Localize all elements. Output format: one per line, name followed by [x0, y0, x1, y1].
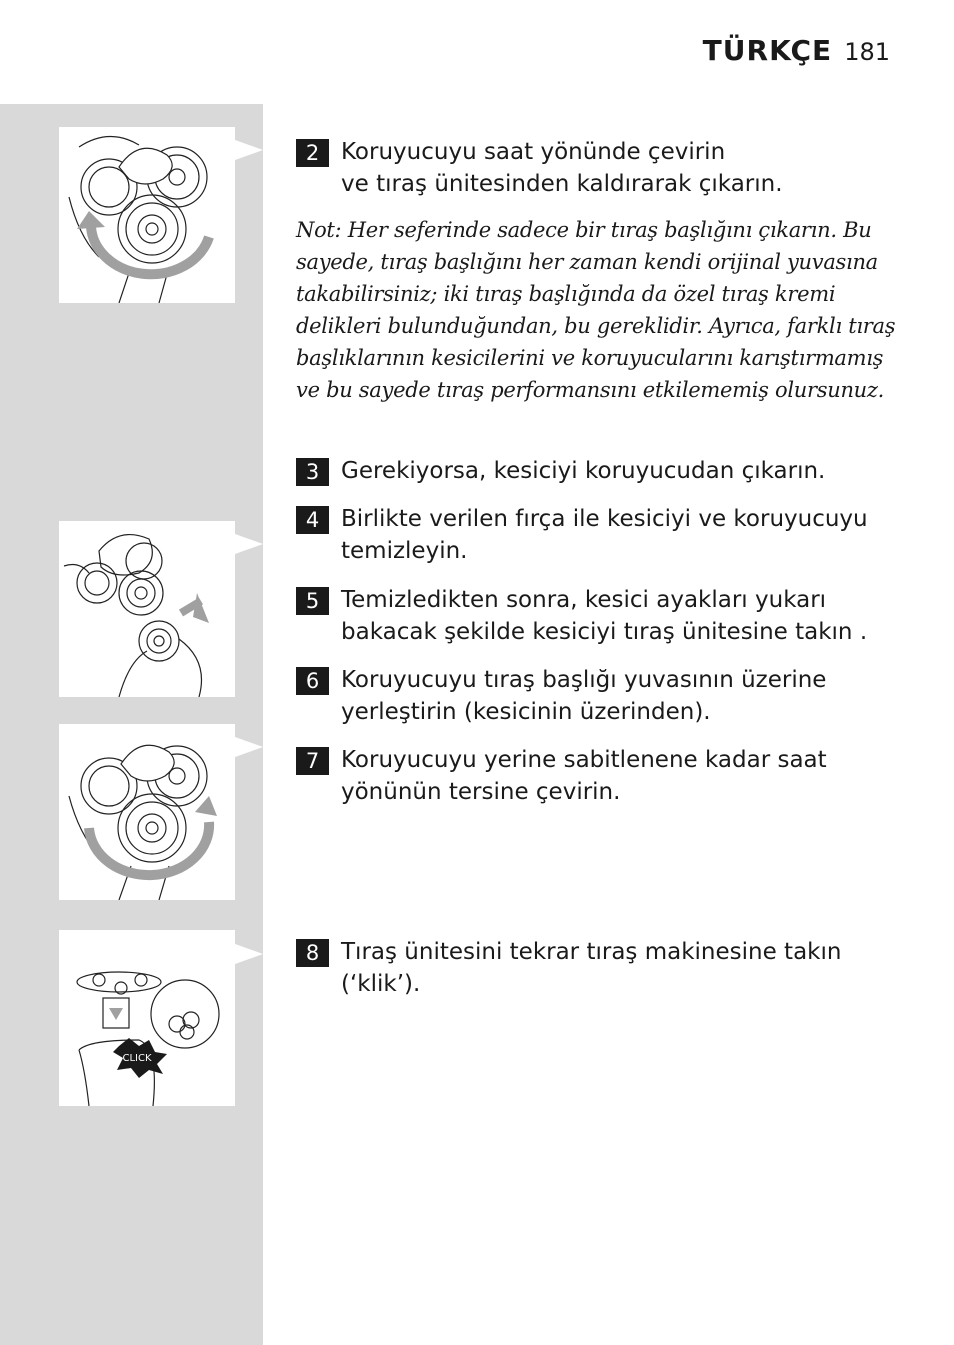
step-number: 3	[296, 458, 329, 486]
figure-attach-unit	[59, 930, 235, 1106]
step-5	[296, 584, 896, 648]
language-title: TÜRKÇE	[702, 34, 833, 67]
replace-guard-illustration	[59, 724, 235, 900]
step-number: 5	[296, 587, 329, 615]
step-text: Tıraş ünitesini tekrar tıraş makinesine takın (‘klik’).	[341, 939, 842, 997]
step-text: Koruyucuyu tıraş başlığı yuvasının üzerine yerleştirin (kesicinin üzerinden).	[341, 667, 827, 725]
step-7	[296, 744, 896, 808]
attach-unit-illustration	[59, 930, 235, 1106]
figure-pointer	[235, 140, 263, 160]
step-text: Koruyucuyu yerine sabitlenene kadar saat yönünün tersine çevirin.	[341, 747, 827, 805]
figure-clean-cutter	[59, 521, 235, 697]
step-number: 4	[296, 506, 329, 534]
step-4	[296, 503, 896, 567]
step-6	[296, 664, 896, 728]
note-paragraph: Not: Her seferinde sadece bir tıraş başlığını çıkarın. Bu sayede, tıraş başlığını her zaman kendi orijinal yuvasına takabilirsiniz; iki tıraş başlığında da özel tıraş kremi delikleri bulunduğundan, bu gereklidir. Ayrıca, farklı tıraş başlıklarının kesicilerini ve koruyucularını karıştırmamış ve bu sayede tıraş performansını etkilememiş olursunuz.	[296, 218, 896, 402]
figure-pointer	[235, 737, 263, 757]
figure-remove-guard	[59, 127, 235, 303]
step-2	[296, 136, 896, 200]
step-number: 8	[296, 939, 329, 967]
step-text: Temizledikten sonra, kesici ayakları yukarı bakacak şekilde kesiciyi tıraş ünitesine takın .	[341, 587, 868, 645]
remove-guard-illustration	[59, 127, 235, 303]
step-8	[296, 936, 896, 1000]
step-text: Koruyucuyu saat yönünde çevirin ve tıraş ünitesinden kaldırarak çıkarın.	[341, 139, 783, 197]
step-number: 7	[296, 747, 329, 775]
click-label: CLICK	[122, 1053, 152, 1064]
step-number: 6	[296, 667, 329, 695]
step-3	[296, 455, 896, 487]
clean-cutter-illustration	[59, 521, 235, 697]
figure-pointer	[235, 534, 263, 554]
page-header	[703, 34, 890, 67]
step-text: Birlikte verilen fırça ile kesiciyi ve koruyucuyu temizleyin.	[341, 506, 868, 564]
step-text: Gerekiyorsa, kesiciyi koruyucudan çıkarın.	[341, 458, 826, 484]
page-number: 181	[844, 38, 890, 66]
figure-pointer	[235, 944, 263, 964]
figure-replace-guard	[59, 724, 235, 900]
step-number: 2	[296, 139, 329, 167]
